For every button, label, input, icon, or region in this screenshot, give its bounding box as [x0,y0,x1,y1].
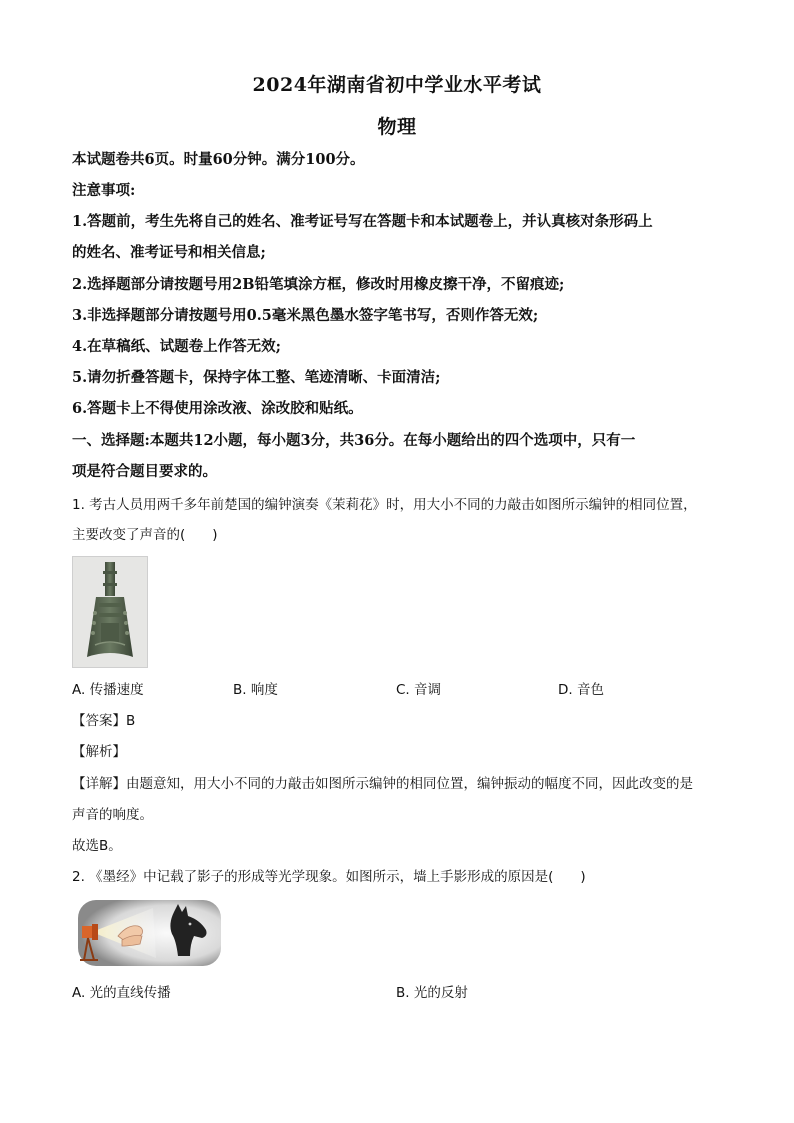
q1-answer: 【答案】B [72,713,136,729]
hand-shadow-icon [78,900,221,966]
hand-shadow-image [78,900,221,966]
q1-detail-line-2: 声音的响度。 [72,807,153,823]
q2-stem: 2. 《墨经》中记载了影子的形成等光学现象。如图所示，墙上手影形成的原因是( ) [72,869,586,885]
q1-option-c: C. 音调 [396,682,442,698]
q1-option-a: A. 传播速度 [72,682,144,698]
notice-1-line-2: 的姓名、准考证号和相关信息; [72,244,266,261]
bronze-bell-icon [73,557,147,667]
notice-4: 4.在草稿纸、试题卷上作答无效; [72,338,281,355]
notice-heading: 注意事项: [72,182,136,199]
q2-option-a: A. 光的直线传播 [72,985,171,1001]
q1-analysis-label: 【解析】 [72,744,126,760]
notice-3: 3.非选择题部分请按题号用0.5毫米黑色墨水签字笔书写，否则作答无效; [72,307,539,324]
notice-2: 2.选择题部分请按题号用2B铅笔填涂方框，修改时用橡皮擦干净，不留痕迹; [72,276,565,293]
q1-detail-line-1: 【详解】由题意知，用大小不同的力敲击如图所示编钟的相同位置，编钟振动的幅度不同，因此改变的是 [72,776,693,792]
section-1-heading-line-2: 项是符合题目要求的。 [72,463,217,480]
notice-6: 6.答题卡上不得使用涂改液、涂改胶和贴纸。 [72,400,363,417]
exam-title: 2024年湖南省初中学业水平考试 [252,74,542,96]
q1-stem-line-1: 1. 考古人员用两千多年前楚国的编钟演奏《茉莉花》时，用大小不同的力敲击如图所示编钟的相同位置， [72,497,697,513]
q2-option-b: B. 光的反射 [396,985,468,1001]
bronze-bell-image [72,556,148,668]
notice-5: 5.请勿折叠答题卡，保持字体工整、笔迹清晰、卡面清洁; [72,369,441,386]
q1-option-b: B. 响度 [233,682,278,698]
q1-conclusion: 故选B。 [72,838,122,854]
exam-info: 本试题卷共6页。时量60分钟。满分100分。 [72,151,365,168]
q1-stem-line-2: 主要改变了声音的( ) [72,527,218,543]
q1-option-d: D. 音色 [558,682,604,698]
section-1-heading-line-1: 一、选择题:本题共12小题，每小题3分，共36分。在每小题给出的四个选项中，只有一 [72,432,636,449]
subject-title: 物理 [377,116,417,138]
notice-1-line-1: 1.答题前，考生先将自己的姓名、准考证号写在答题卡和本试题卷上，并认真核对条形码上 [72,213,653,230]
